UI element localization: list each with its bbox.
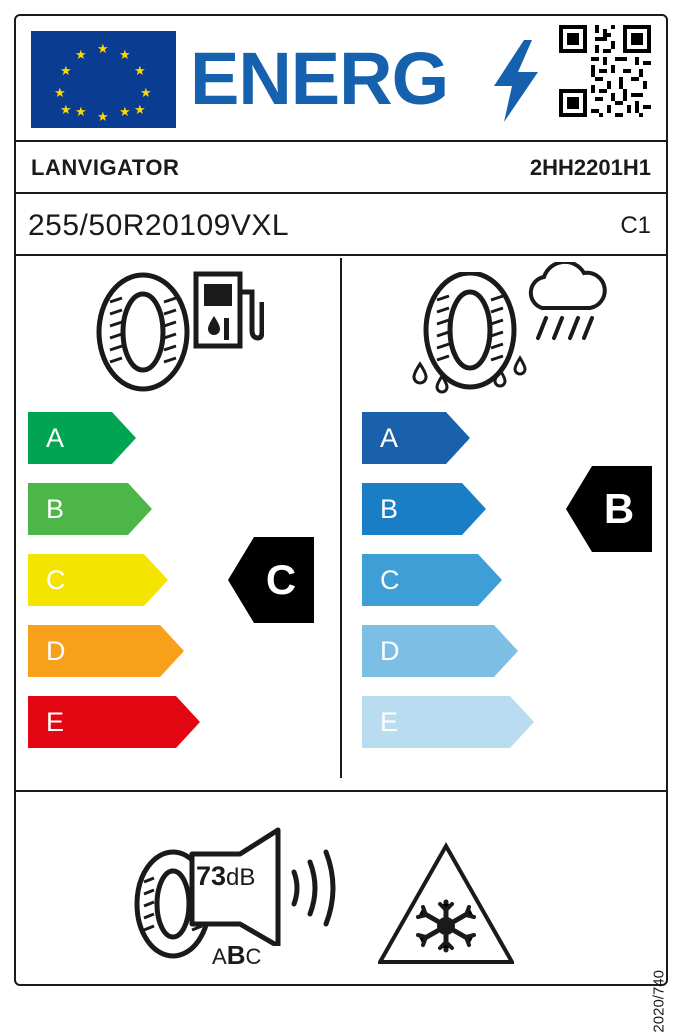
brand-name: LANVIGATOR — [31, 155, 180, 180]
wet-rating-badge — [566, 466, 652, 552]
noise-scale-b: B — [226, 940, 246, 970]
three-peak-mountain-snowflake-icon — [378, 840, 514, 968]
divider-size — [16, 254, 666, 256]
noise-db-number: 73 — [196, 861, 227, 891]
wet-bar-c-label: C — [380, 564, 400, 595]
fuel-bar-d-label: D — [46, 635, 66, 666]
noise-scale-a: A — [212, 944, 227, 969]
noise-scale-c: C — [245, 944, 262, 969]
fuel-bar-c — [28, 554, 168, 606]
wet-bar-b — [362, 483, 486, 535]
divider-brand — [16, 192, 666, 194]
wet-bar-a — [362, 412, 470, 464]
wet-bar-e-label: E — [380, 706, 399, 737]
rain-cloud-icon — [524, 262, 608, 348]
fuel-bar-e — [28, 696, 200, 748]
fuel-rating-value: C — [265, 556, 297, 603]
panel-divider — [340, 258, 342, 778]
page-title: ENERG — [190, 37, 449, 120]
wet-bar-a-label: A — [380, 422, 399, 453]
wet-rating-value: B — [603, 485, 635, 532]
wet-bar-d-label: D — [380, 635, 400, 666]
lightning-bolt-icon — [494, 40, 538, 122]
fuel-bar-e-label: E — [46, 706, 65, 737]
wet-bar-d — [362, 625, 518, 677]
regulation-reference: 2020/740 — [651, 970, 668, 1033]
wet-bar-b-label: B — [380, 493, 399, 524]
noise-value — [196, 861, 255, 892]
wet-bar-e — [362, 696, 534, 748]
fuel-bar-a-label: A — [46, 422, 65, 453]
qr-code-icon — [559, 25, 651, 117]
tyre-icon — [88, 272, 198, 392]
fuel-bar-c-label: C — [46, 564, 66, 595]
fuel-pump-icon — [192, 268, 264, 352]
wet-bar-c — [362, 554, 502, 606]
fuel-rating-badge — [228, 537, 314, 623]
divider-top — [16, 140, 666, 142]
divider-bottom — [16, 790, 666, 792]
product-code: 2HH2201H1 — [529, 155, 651, 180]
tyre-class: C1 — [620, 212, 651, 239]
fuel-bar-b-label: B — [46, 493, 65, 524]
eu-flag-icon: ★ ★ ★ ★ ★ ★ ★ ★ ★ ★ ★ ★ — [31, 31, 176, 128]
tyre-size: 255/50R20109VXL — [28, 209, 290, 242]
fuel-bar-b — [28, 483, 152, 535]
tyre-wet-icon — [412, 272, 532, 400]
noise-class-scale — [212, 940, 261, 971]
noise-db-unit: dB — [226, 864, 256, 891]
fuel-bar-d — [28, 625, 184, 677]
fuel-bar-a — [28, 412, 136, 464]
